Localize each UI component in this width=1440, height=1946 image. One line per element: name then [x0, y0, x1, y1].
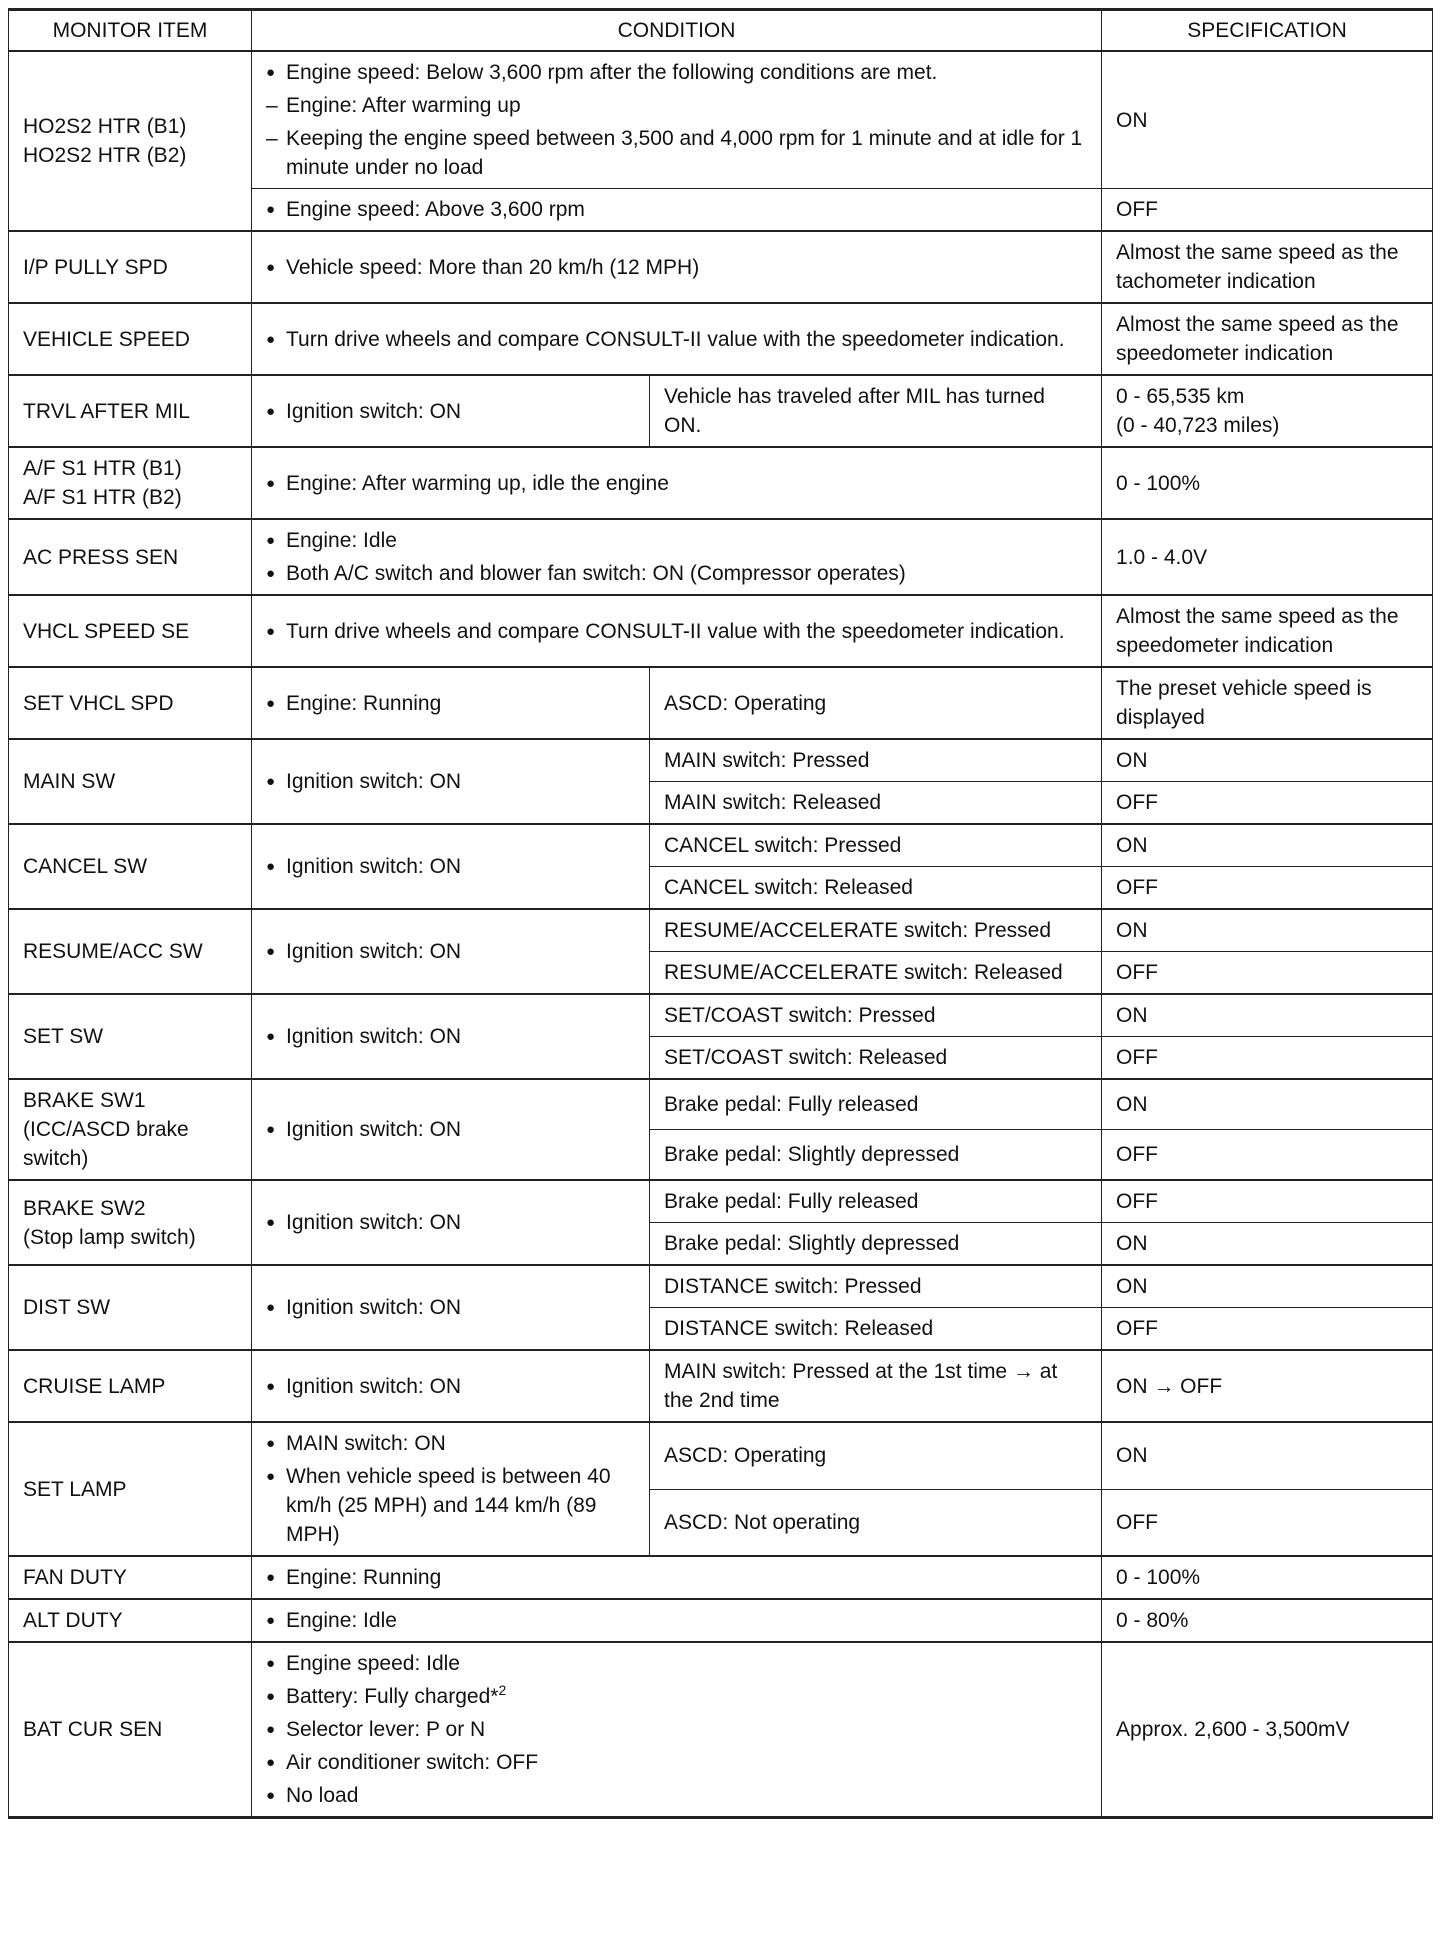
- bullet-icon: ●: [266, 622, 276, 640]
- specification-cell: OFF: [1102, 1180, 1433, 1223]
- dash-icon: –: [266, 94, 278, 117]
- condition-cell: ● Ignition switch: ON: [252, 1265, 650, 1350]
- monitor-item: BRAKE SW1 (ICC/ASCD brake switch): [9, 1079, 252, 1180]
- table-row: [9, 739, 1433, 782]
- monitor-item: ALT DUTY: [9, 1599, 252, 1642]
- table-row: [9, 1079, 1433, 1130]
- condition-cell: ● Ignition switch: ON: [252, 1180, 650, 1265]
- monitor-item: TRVL AFTER MIL: [9, 375, 252, 447]
- bullet-icon: ●: [266, 1214, 276, 1231]
- bullet-icon: ●: [266, 1468, 276, 1485]
- specification-cell: Approx. 2,600 - 3,500mV: [1102, 1642, 1433, 1818]
- table-row: [9, 1642, 1433, 1818]
- monitor-item: VHCL SPEED SE: [9, 595, 252, 667]
- specification-cell: 0 - 100%: [1102, 447, 1433, 519]
- specification-cell: ON: [1102, 994, 1433, 1037]
- condition-cell: ● Ignition switch: ON: [252, 1079, 650, 1180]
- monitor-item: CANCEL SW: [9, 824, 252, 909]
- specification-cell: OFF: [1102, 1037, 1433, 1080]
- specification-cell: OFF: [1102, 867, 1433, 910]
- bullet-icon: ●: [266, 1028, 276, 1045]
- table-row: [9, 1599, 1433, 1642]
- header-specification: SPECIFICATION: [1102, 10, 1433, 52]
- bullet-icon: ●: [266, 1688, 276, 1705]
- bullet-icon: ●: [266, 201, 276, 218]
- specification-cell: Almost the same speed as the tachometer indication: [1102, 231, 1433, 303]
- sub-condition-cell: SET/COAST switch: Released: [650, 1037, 1102, 1080]
- condition-cell: ● Ignition switch: ON: [252, 739, 650, 824]
- sub-condition-cell: CANCEL switch: Released: [650, 867, 1102, 910]
- table-row: [9, 375, 1433, 447]
- header-condition: CONDITION: [252, 10, 1102, 52]
- specification-cell: ON: [1102, 1223, 1433, 1266]
- specification-cell: The preset vehicle speed is displayed: [1102, 667, 1433, 739]
- specification-cell: OFF: [1102, 1489, 1433, 1556]
- bullet-icon: ●: [266, 330, 276, 348]
- specification-cell: 1.0 - 4.0V: [1102, 519, 1433, 595]
- specification-cell: Almost the same speed as the speedometer indication: [1102, 303, 1433, 375]
- table-row: [9, 1350, 1433, 1422]
- monitor-item: RESUME/ACC SW: [9, 909, 252, 994]
- condition-cell: ● Engine: Idle: [252, 1599, 1102, 1642]
- monitor-item: MAIN SW: [9, 739, 252, 824]
- monitor-item: SET LAMP: [9, 1422, 252, 1556]
- specification-cell: ON → OFF: [1102, 1350, 1433, 1422]
- table-row: [9, 1422, 1433, 1489]
- sub-condition-cell: Brake pedal: Slightly depressed: [650, 1223, 1102, 1266]
- bullet-icon: ●: [266, 1435, 276, 1452]
- specification-cell: ON: [1102, 1079, 1433, 1130]
- specification-cell: ON: [1102, 1422, 1433, 1489]
- sub-condition-cell: DISTANCE switch: Released: [650, 1308, 1102, 1351]
- table-row: [9, 519, 1433, 595]
- monitor-item: HO2S2 HTR (B1) HO2S2 HTR (B2): [9, 51, 252, 231]
- bullet-icon: ●: [266, 1754, 276, 1771]
- sub-condition-cell: ASCD: Not operating: [650, 1489, 1102, 1556]
- bullet-icon: ●: [266, 1299, 276, 1316]
- specification-cell: OFF: [1102, 782, 1433, 825]
- condition-cell: ● Engine speed: Above 3,600 rpm: [252, 189, 1102, 232]
- bullet-icon: ●: [266, 402, 276, 420]
- condition-cell: ● Engine: Running: [252, 667, 650, 739]
- specification-cell: ON: [1102, 824, 1433, 867]
- bullet-icon: ●: [266, 943, 276, 960]
- specification-cell: OFF: [1102, 189, 1433, 232]
- monitor-item: BAT CUR SEN: [9, 1642, 252, 1818]
- specification-cell: ON: [1102, 51, 1433, 189]
- bullet-icon: ●: [266, 1121, 276, 1138]
- specification-cell: 0 - 100%: [1102, 1556, 1433, 1599]
- specification-cell: 0 - 65,535 km (0 - 40,723 miles): [1102, 375, 1433, 447]
- table-row: [9, 51, 1433, 189]
- bullet-icon: ●: [266, 1612, 276, 1629]
- sub-condition-cell: RESUME/ACCELERATE switch: Pressed: [650, 909, 1102, 952]
- sub-condition-cell: MAIN switch: Pressed: [650, 739, 1102, 782]
- bullet-icon: ●: [266, 773, 276, 790]
- sub-condition-cell: CANCEL switch: Pressed: [650, 824, 1102, 867]
- bullet-icon: ●: [266, 258, 276, 276]
- condition-cell: ● Ignition switch: ON: [252, 824, 650, 909]
- specification-cell: OFF: [1102, 1130, 1433, 1181]
- sub-condition-cell: DISTANCE switch: Pressed: [650, 1265, 1102, 1308]
- sub-condition-cell: ASCD: Operating: [650, 1422, 1102, 1489]
- header-monitor-item: MONITOR ITEM: [9, 10, 252, 52]
- monitor-item: AC PRESS SEN: [9, 519, 252, 595]
- condition-cell: ● MAIN switch: ON ● When vehicle speed is between 40 km/h (25 MPH) and 144 km/h (89 MPH): [252, 1422, 650, 1556]
- bullet-icon: ●: [266, 694, 276, 712]
- table-row: [9, 824, 1433, 867]
- monitor-item: BRAKE SW2 (Stop lamp switch): [9, 1180, 252, 1265]
- bullet-icon: ●: [266, 858, 276, 875]
- condition-cell: ● Turn drive wheels and compare CONSULT-II value with the speedometer indication.: [252, 303, 1102, 375]
- table-row: [9, 1180, 1433, 1223]
- table-header-row: [9, 10, 1433, 52]
- sub-condition-cell: Brake pedal: Fully released: [650, 1079, 1102, 1130]
- condition-cell: ● Engine speed: Below 3,600 rpm after the following conditions are met. – Engine: After warming up – Keeping the engine speed between 3,500 and 4,000 rpm for 1 minute and at idle for 1 minute under no load: [252, 51, 1102, 189]
- table-row: [9, 303, 1433, 375]
- condition-cell: ● Turn drive wheels and compare CONSULT-II value with the speedometer indication.: [252, 595, 1102, 667]
- bullet-icon: ●: [266, 474, 276, 492]
- bullet-icon: ●: [266, 1787, 276, 1804]
- bullet-icon: ●: [266, 1721, 276, 1738]
- dash-icon: –: [266, 127, 278, 150]
- specification-cell: ON: [1102, 909, 1433, 952]
- table-row: [9, 595, 1433, 667]
- monitor-item: I/P PULLY SPD: [9, 231, 252, 303]
- sub-condition-cell: ASCD: Operating: [650, 667, 1102, 739]
- condition-cell: ● Ignition switch: ON: [252, 909, 650, 994]
- condition-cell: ● Engine: Running: [252, 1556, 1102, 1599]
- specification-cell: OFF: [1102, 1308, 1433, 1351]
- monitor-spec-table: [8, 8, 1433, 1819]
- specification-cell: ON: [1102, 1265, 1433, 1308]
- monitor-item: SET VHCL SPD: [9, 667, 252, 739]
- sub-condition-cell: MAIN switch: Released: [650, 782, 1102, 825]
- monitor-item: VEHICLE SPEED: [9, 303, 252, 375]
- monitor-item: CRUISE LAMP: [9, 1350, 252, 1422]
- bullet-icon: ●: [266, 64, 276, 81]
- specification-cell: ON: [1102, 739, 1433, 782]
- table-row: [9, 231, 1433, 303]
- bullet-icon: ●: [266, 565, 276, 582]
- condition-cell: ● Ignition switch: ON: [252, 1350, 650, 1422]
- monitor-item: SET SW: [9, 994, 252, 1079]
- bullet-icon: ●: [266, 1569, 276, 1586]
- condition-cell: ● Ignition switch: ON: [252, 994, 650, 1079]
- bullet-icon: ●: [266, 532, 276, 549]
- condition-cell: ● Engine: After warming up, idle the engine: [252, 447, 1102, 519]
- sub-condition-cell: RESUME/ACCELERATE switch: Released: [650, 952, 1102, 995]
- monitor-item: DIST SW: [9, 1265, 252, 1350]
- monitor-item: FAN DUTY: [9, 1556, 252, 1599]
- sub-condition-cell: Brake pedal: Fully released: [650, 1180, 1102, 1223]
- sub-condition-cell: Vehicle has traveled after MIL has turned ON.: [650, 375, 1102, 447]
- table-row: [9, 994, 1433, 1037]
- table-row: [9, 1556, 1433, 1599]
- sub-condition-cell: SET/COAST switch: Pressed: [650, 994, 1102, 1037]
- footnote-marker: 2: [498, 1682, 507, 1698]
- monitor-item: A/F S1 HTR (B1) A/F S1 HTR (B2): [9, 447, 252, 519]
- specification-cell: OFF: [1102, 952, 1433, 995]
- condition-cell: ● Ignition switch: ON: [252, 375, 650, 447]
- table-row: [9, 447, 1433, 519]
- specification-cell: Almost the same speed as the speedometer indication: [1102, 595, 1433, 667]
- specification-cell: 0 - 80%: [1102, 1599, 1433, 1642]
- condition-cell: ● Engine: Idle ● Both A/C switch and blower fan switch: ON (Compressor operates): [252, 519, 1102, 595]
- table-row: [9, 909, 1433, 952]
- condition-cell: ● Engine speed: Idle ● Battery: Fully charged*$^2$ ● Selector lever: P or N ● Air conditioner switch: OFF ● No load: [252, 1642, 1102, 1818]
- condition-cell: ● Vehicle speed: More than 20 km/h (12 MPH): [252, 231, 1102, 303]
- bullet-icon: ●: [266, 1655, 276, 1672]
- bullet-icon: ●: [266, 1377, 276, 1395]
- table-row: [9, 667, 1433, 739]
- table-row: [9, 1265, 1433, 1308]
- sub-condition-cell: Brake pedal: Slightly depressed: [650, 1130, 1102, 1181]
- sub-condition-cell: MAIN switch: Pressed at the 1st time → at the 2nd time: [650, 1350, 1102, 1422]
